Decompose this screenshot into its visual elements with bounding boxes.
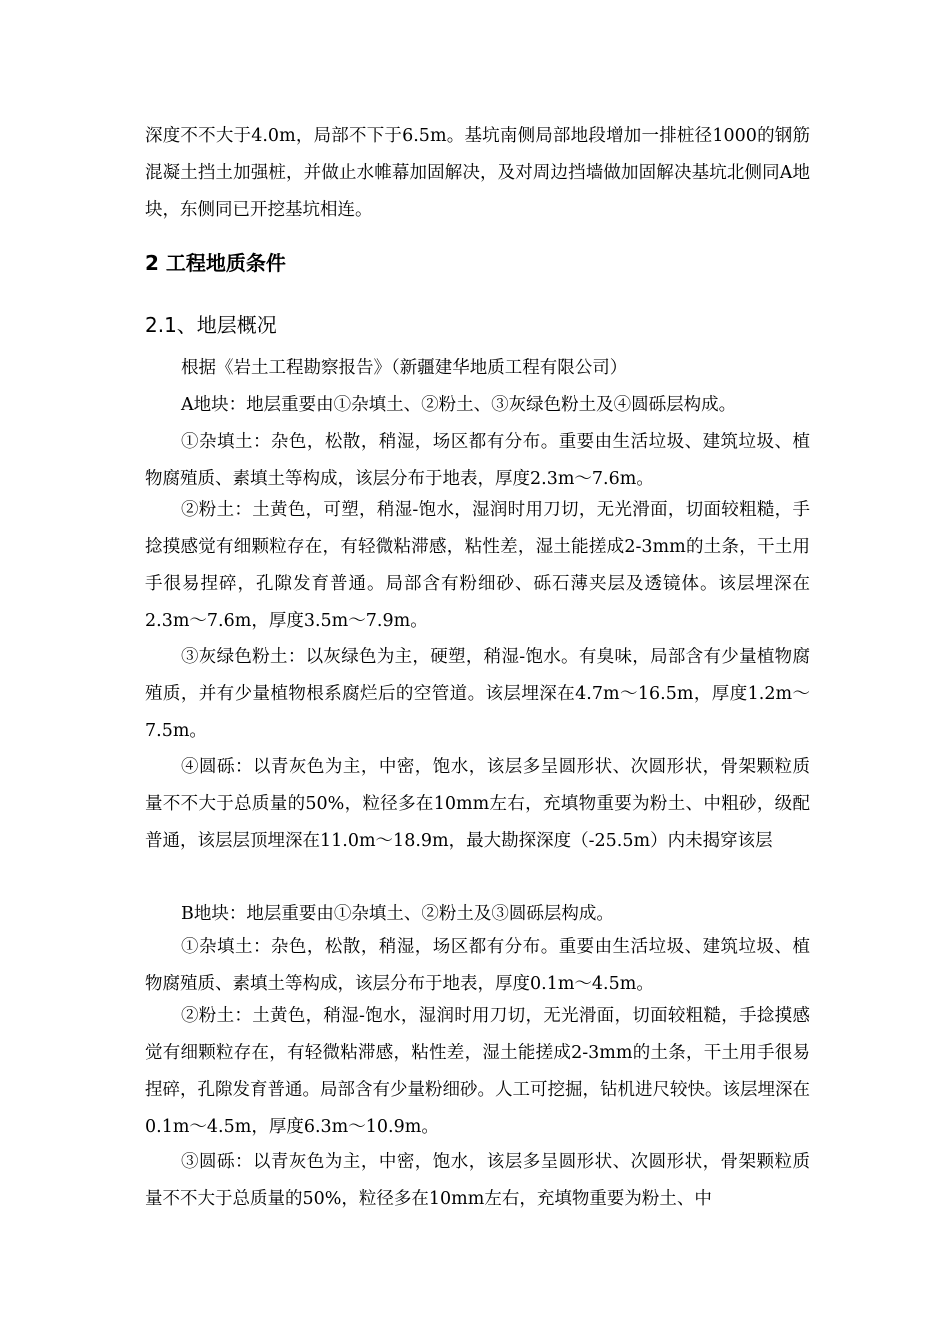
subsection-heading: 2.1、地层概况 [145, 313, 277, 337]
block-a-layer2-paragraph: ②粉土：土黄色，可塑，稍湿-饱水，湿润时用刀切，无光滑面，切面较粗糙，手捻摸感觉有细颗粒存在，有轻微粘滞感，粘性差，湿土能搓成2-3mm的土条，干土用手很易捏碎，孔隙发育普通。局部含有粉细砂、砾石薄夹层及透镜体。该层埋深在2.3m～7.6m，厚度3.5m～7.9m。 [145, 500, 810, 631]
block-a-layer4-paragraph: ④圆砾：以青灰色为主，中密，饱水，该层多呈圆形状、次圆形状，骨架颗粒质量不不大于总质量的50%，粒径多在10mm左右，充填物重要为粉土、中粗砂，级配普通，该层层顶埋深在11.0m～18.9m，最大勘探深度（-25.5m）内未揭穿该层 [145, 757, 810, 851]
block-b-layer3-paragraph: ③圆砾：以青灰色为主，中密，饱水，该层多呈圆形状、次圆形状，骨架颗粒质量不不大于总质量的50%，粒径多在10mm左右，充填物重要为粉土、中 [145, 1152, 810, 1209]
source-paragraph: 根据《岩土工程勘察报告》（新疆建华地质工程有限公司） [181, 358, 628, 378]
block-a-layer1-paragraph: ①杂填土：杂色，松散，稍湿，场区都有分布。重要由生活垃圾、建筑垃圾、植物腐殖质、素填土等构成，该层分布于地表，厚度2.3m～7.6m。 [145, 432, 810, 489]
block-a-summary: A地块：地层重要由①杂填土、②粉土、③灰绿色粉土及④圆砾层构成。 [181, 395, 737, 415]
block-b-summary: B地块：地层重要由①杂填土、②粉土及③圆砾层构成。 [181, 904, 614, 924]
intro-paragraph: 深度不不大于4.0m，局部不下于6.5m。基坑南侧局部地段增加一排桩径1000的钢筋混凝土挡土加强桩，并做止水帷幕加固解决，及对周边挡墙做加固解决基坑北侧同A地块，东侧同已开挖基坑相连。 [145, 126, 810, 220]
block-b-layer2-paragraph: ②粉土：土黄色，稍湿-饱水，湿润时用刀切，无光滑面，切面较粗糙，手捻摸感觉有细颗粒存在，有轻微粘滞感，粘性差，湿土能搓成2-3mm的土条，干土用手很易捏碎，孔隙发育普通。局部含有少量粉细砂。人工可挖掘，钻机进尺较快。该层埋深在0.1m～4.5m，厚度6.3m～10.9m。 [145, 1006, 810, 1137]
section-heading: 2 工程地质条件 [145, 251, 286, 275]
block-a-layer3-paragraph: ③灰绿色粉土：以灰绿色为主，硬塑，稍湿-饱水。有臭味，局部含有少量植物腐殖质，并有少量植物根系腐烂后的空管道。该层埋深在4.7m～16.5m，厚度1.2m～7.5m。 [145, 647, 810, 741]
block-b-layer1-paragraph: ①杂填土：杂色，松散，稍湿，场区都有分布。重要由生活垃圾、建筑垃圾、植物腐殖质、素填土等构成，该层分布于地表，厚度0.1m～4.5m。 [145, 937, 810, 994]
